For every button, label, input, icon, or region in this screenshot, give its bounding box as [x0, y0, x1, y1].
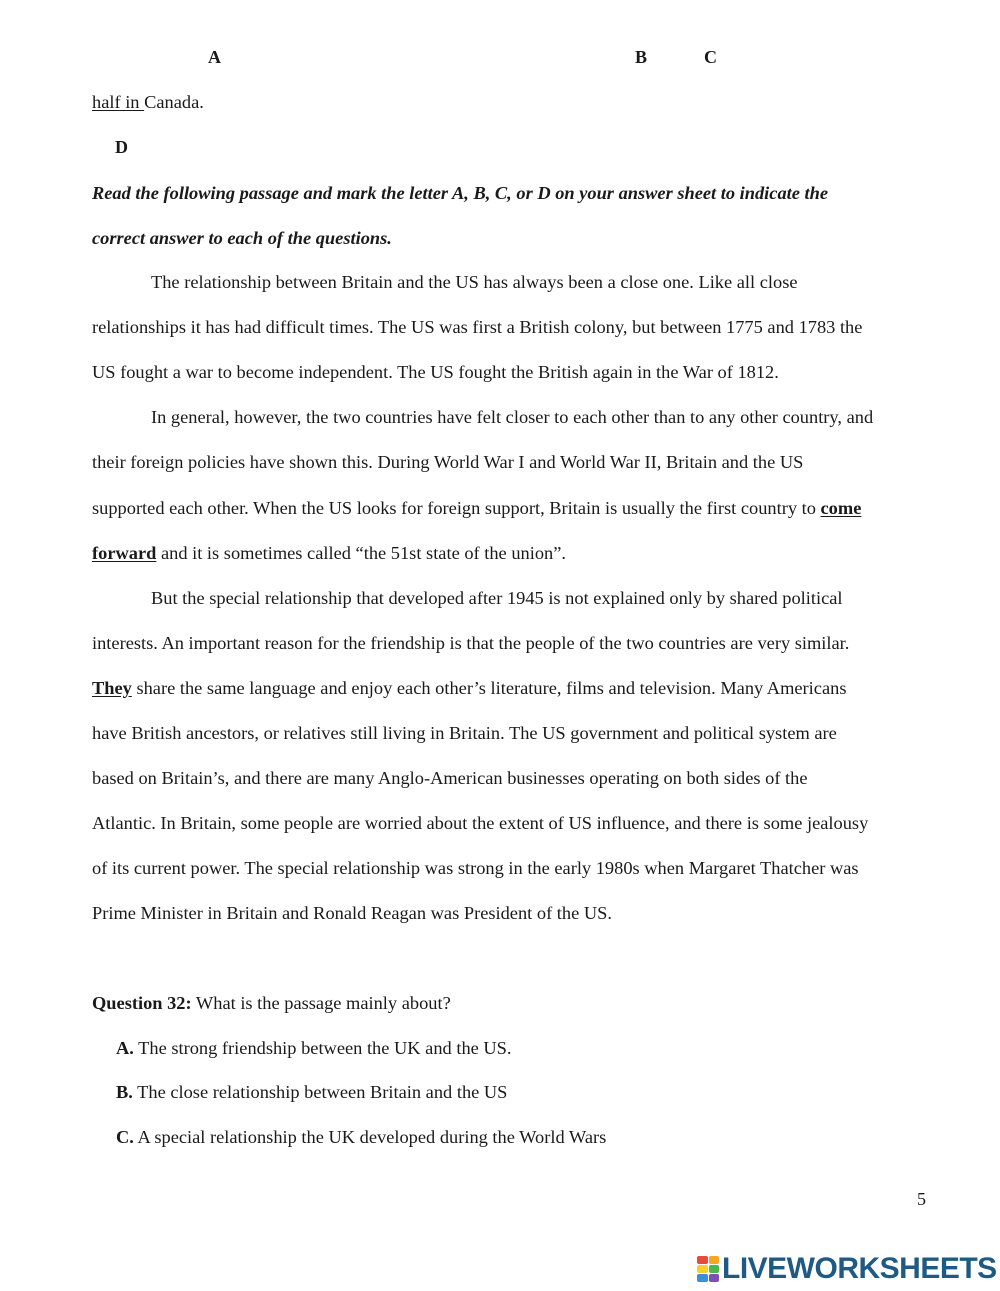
- option-letter-c: C: [704, 47, 717, 67]
- answer-letter: C.: [116, 1127, 134, 1147]
- instruction-line-1: Read the following passage and mark the letter A, B, C, or D on your answer sheet to indicate the: [92, 183, 829, 203]
- logo-text: LIVEWORKSHEETS: [722, 1252, 997, 1285]
- passage-text: supported each other. When the US looks for foreign support, Britain is usually the first country to: [92, 498, 821, 518]
- passage-line: relationships it has had difficult times. The US was first a British colony, but between 1775 and 1783 the: [92, 317, 863, 337]
- page-number: 5: [917, 1189, 926, 1209]
- option-letter-d: D: [115, 137, 128, 157]
- answer-text: A special relationship the UK developed during the World Wars: [133, 1127, 607, 1147]
- passage-line: their foreign policies have shown this. During World War I and World War II, Britain and the US: [92, 452, 804, 472]
- question-label: Question 32:: [92, 993, 192, 1013]
- option-letter-a: A: [208, 47, 221, 67]
- sentence-text: Canada.: [144, 92, 204, 112]
- passage-line: [92, 676, 846, 700]
- question-text: What is the passage mainly about?: [191, 993, 451, 1013]
- passage-line: [92, 541, 566, 565]
- liveworksheets-logo-icon: [697, 1256, 719, 1282]
- highlighted-word-forward: forward: [92, 543, 157, 563]
- answer-option-c[interactable]: [116, 1125, 606, 1149]
- answer-option-a[interactable]: [116, 1036, 512, 1060]
- passage-line: In general, however, the two countries have felt closer to each other than to any other country, and: [151, 407, 874, 427]
- answer-option-b[interactable]: [116, 1080, 507, 1104]
- passage-line: The relationship between Britain and the US has always been a close one. Like all close: [151, 272, 798, 292]
- passage-line: have British ancestors, or relatives still living in Britain. The US government and political system are: [92, 723, 837, 743]
- instruction-line-2: correct answer to each of the questions.: [92, 228, 392, 248]
- answer-letter: A.: [116, 1038, 134, 1058]
- passage-line: of its current power. The special relationship was strong in the early 1980s when Margaret Thatcher was: [92, 858, 859, 878]
- highlighted-word-come: come: [820, 498, 862, 518]
- passage-text: and it is sometimes called “the 51st state of the union”.: [156, 543, 566, 563]
- previous-sentence-end: [92, 90, 204, 114]
- passage-text: share the same language and enjoy each other’s literature, films and television. Many Americans: [131, 678, 847, 698]
- passage-line: Atlantic. In Britain, some people are worried about the extent of US influence, and there is some jealousy: [92, 813, 869, 833]
- underlined-phrase: half in: [92, 92, 145, 112]
- passage-line: US fought a war to become independent. The US fought the British again in the War of 1812.: [92, 362, 779, 382]
- option-letter-b: B: [635, 47, 648, 67]
- answer-letter: B.: [116, 1082, 133, 1102]
- passage-line: Prime Minister in Britain and Ronald Reagan was President of the US.: [92, 903, 612, 923]
- passage-line: based on Britain’s, and there are many Anglo-American businesses operating on both sides of the: [92, 768, 808, 788]
- passage-line: interests. An important reason for the friendship is that the people of the two countries are very similar.: [92, 633, 850, 653]
- highlighted-word-they: They: [92, 678, 132, 698]
- passage-line: [92, 496, 861, 520]
- answer-text: The strong friendship between the UK and the US.: [133, 1038, 512, 1058]
- question-32: [92, 991, 451, 1015]
- liveworksheets-logo: [697, 1253, 997, 1285]
- passage-line: But the special relationship that developed after 1945 is not explained only by shared political: [151, 588, 843, 608]
- answer-text: The close relationship between Britain and the US: [132, 1082, 508, 1102]
